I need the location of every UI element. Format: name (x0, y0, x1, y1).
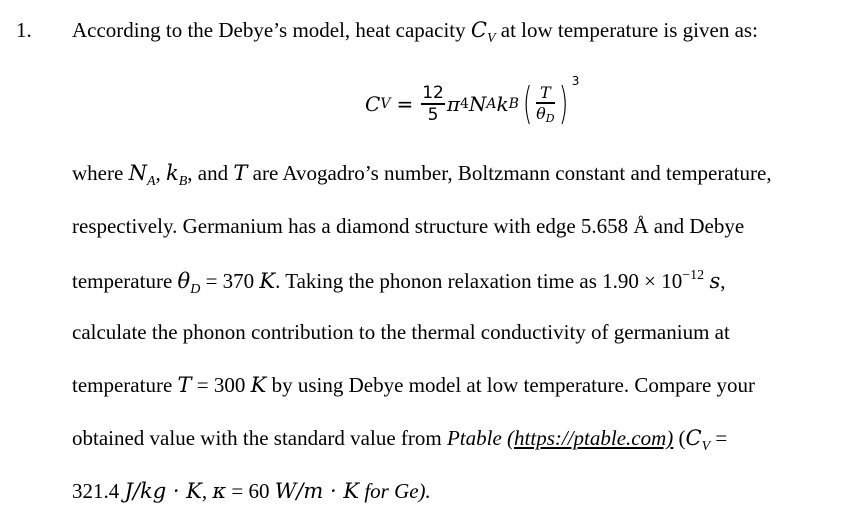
l3-exponent: −12 (682, 268, 705, 283)
text-line-4: calculate the phonon contribution to the thermal conductivity of germanium at (72, 320, 730, 344)
l7-kappa-unit: W/m · K (274, 479, 360, 503)
l6-equals: = (715, 426, 728, 450)
text-line-7 (72, 481, 431, 502)
eq-frac-numerator: 12 (422, 82, 444, 103)
l6-cv: C (685, 426, 702, 450)
eq-na-sub: A (486, 96, 497, 112)
l7-cv-unit: J/kg · K (124, 479, 202, 503)
eq-fraction-12-5 (421, 84, 445, 125)
l3-comma: , (720, 269, 726, 293)
eq-t-numerator: T (540, 83, 551, 103)
l7-tail: for Ge). (364, 479, 431, 503)
eq-pi: π (446, 92, 460, 116)
l5-tail: by using Debye model at low temperature. Compare your (271, 373, 756, 397)
l3-value: = 370 (205, 269, 255, 293)
intro-cv-subscript: V (486, 31, 496, 46)
eq-pi-exponent: 4 (460, 96, 469, 112)
eq-frac-denominator: 5 (427, 104, 439, 125)
l5-temperature: temperature (72, 373, 173, 397)
text-line-5 (72, 375, 755, 396)
intro-cv-symbol: C (470, 18, 487, 42)
eq-right-paren: ) (558, 78, 568, 129)
intro-tail-text: at low temperature is given as: (500, 18, 758, 42)
l1-na: N (128, 161, 147, 185)
l5-value: = 300 (196, 373, 246, 397)
l1-kb: k (166, 161, 179, 185)
text-line-6 (72, 428, 727, 454)
l1-na-sub: A (146, 174, 156, 189)
l3-temperature: temperature (72, 269, 173, 293)
l1-and: , and (187, 161, 229, 185)
l3-theta: θ (177, 269, 191, 293)
eq-na: N (468, 92, 487, 116)
l3-kelvin: K (259, 269, 276, 293)
l1-tail: are Avogadro’s number, Boltzmann constant and temperature, (252, 161, 772, 185)
eq-t-over-theta (536, 83, 554, 124)
text-line-2: respectively. Germanium has a diamond structure with edge 5.658 Å and Debye (72, 214, 745, 238)
eq-left-paren: ( (522, 78, 533, 129)
l6-cv-sub: V (701, 439, 711, 454)
l6-ptable: Ptable (446, 426, 502, 450)
l7-comma: , (201, 479, 208, 503)
l1-t: T (233, 161, 248, 185)
text-line-3 (72, 269, 725, 297)
eq-kb: k (496, 92, 509, 116)
eq-theta: θ (536, 103, 546, 123)
l3-theta-sub: D (190, 282, 201, 297)
l5-t: T (177, 373, 192, 397)
eq-theta-denominator (536, 104, 554, 125)
l5-kelvin: K (250, 373, 267, 397)
question-number: 1. (16, 18, 32, 42)
eq-power-3: 3 (571, 74, 580, 88)
eq-theta-sub: D (545, 111, 555, 125)
l3-relaxation-text: . Taking the phonon relaxation time as 1.90 × 10 (275, 269, 683, 293)
l1-comma: , (155, 161, 161, 185)
intro-text: According to the Debye’s model, heat capacity (72, 18, 466, 42)
l7-kappa: κ (212, 479, 227, 503)
l3-seconds: s (709, 269, 721, 293)
eq-kb-sub: B (508, 96, 519, 112)
eq-lhs-c: C (365, 92, 381, 116)
l7-cv-value: 321.4 (72, 479, 120, 503)
l1-kb-sub: B (178, 174, 188, 189)
intro-line (72, 20, 758, 46)
eq-lhs-sub: V (380, 96, 391, 112)
l1-where: where (72, 161, 124, 185)
debye-heat-capacity-equation (365, 72, 579, 136)
l7-kappa-value: = 60 (231, 479, 270, 503)
ptable-link[interactable]: (https://ptable.com) (507, 426, 674, 450)
l6-open-paren: ( (678, 426, 686, 450)
eq-equals: = (396, 92, 414, 116)
text-line-1 (72, 163, 772, 189)
l6-text: obtained value with the standard value from (72, 426, 442, 450)
